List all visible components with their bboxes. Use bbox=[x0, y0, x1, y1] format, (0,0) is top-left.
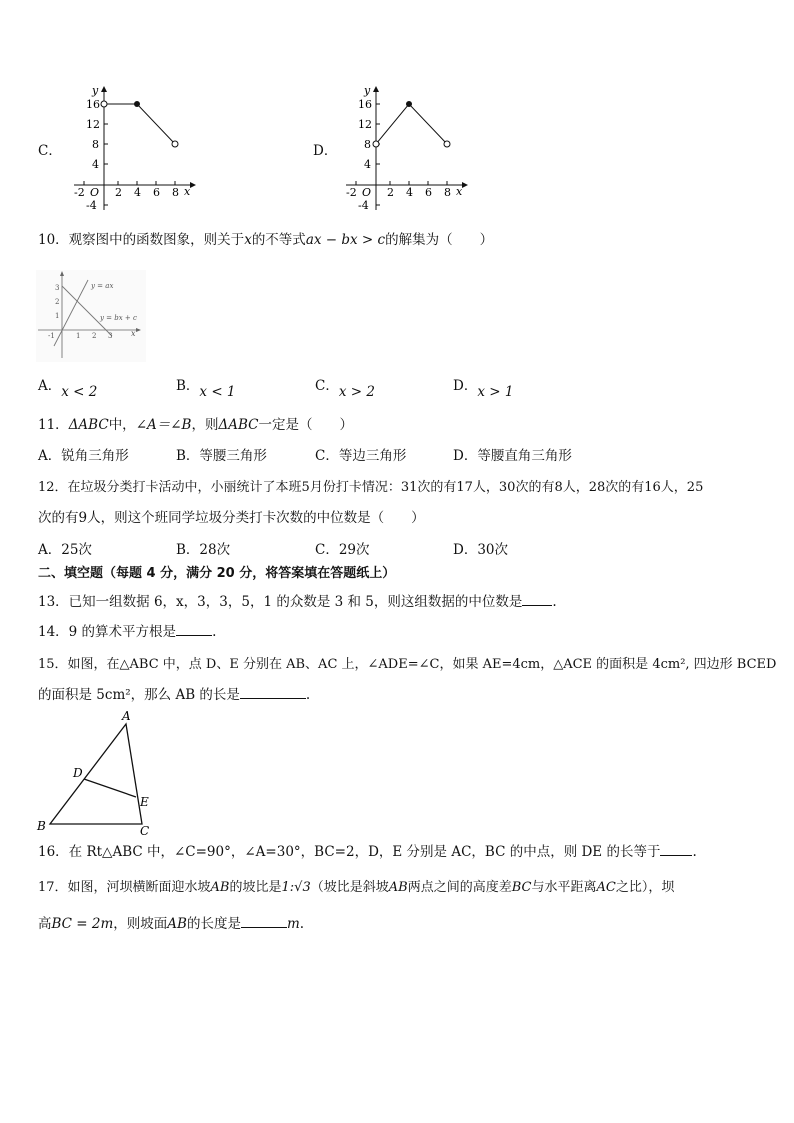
q10-option-d[interactable]: D．x > 1 bbox=[453, 378, 514, 400]
x-tick-4: 4 bbox=[134, 186, 141, 199]
x-axis-arrow bbox=[190, 182, 196, 188]
point-e: E bbox=[140, 795, 149, 809]
y-tick-8: 8 bbox=[92, 138, 99, 151]
q15-line-1: 15．如图，在△ABC 中，点 D、E 分别在 AB、AC 上，∠ADE=∠C，如果 AE=4cm，△ACE 的面积是 4cm², 四边形 BCED bbox=[38, 657, 777, 672]
x-axis-label: x bbox=[184, 185, 191, 198]
q14-answer-blank[interactable] bbox=[176, 623, 212, 636]
q9-option-d-graph bbox=[342, 82, 472, 214]
q16-answer-blank[interactable] bbox=[660, 843, 692, 856]
q11-option-a[interactable]: A．锐角三角形 bbox=[38, 448, 129, 464]
y-tick-16: 16 bbox=[86, 98, 100, 111]
x-tick-2: 2 bbox=[387, 186, 394, 199]
y-tick-4: 4 bbox=[364, 158, 371, 171]
q11-option-b[interactable]: B．等腰三角形 bbox=[176, 448, 267, 464]
x-tick-2: 2 bbox=[115, 186, 122, 199]
x-tick-8: 8 bbox=[444, 186, 451, 199]
y-tick-12: 12 bbox=[86, 118, 100, 131]
x-axis-label: x bbox=[131, 329, 136, 338]
q10-option-c[interactable]: C．x > 2 bbox=[315, 378, 375, 400]
q12-line-1: 12．在垃圾分类打卡活动中，小丽统计了本班5月份打卡情况：31次的有17人，30次的有8人，28次的有16人，25 bbox=[38, 480, 704, 495]
q17-line-2: 高BC = 2m，则坡面AB的长度是 m. bbox=[38, 916, 305, 932]
y-tick-neg4: -4 bbox=[86, 199, 97, 212]
q12-line-2: 次的有9人，则这个班同学垃圾分类打卡次数的中位数是（ ） bbox=[38, 510, 425, 526]
q12-option-a[interactable]: A．25次 bbox=[38, 542, 92, 558]
svg-text:3: 3 bbox=[108, 332, 113, 340]
point-d: D bbox=[73, 766, 83, 780]
x-tick-4: 4 bbox=[406, 186, 413, 199]
q15-line-2: 的面积是 5cm²，那么 AB 的长是 . bbox=[38, 687, 311, 703]
q14: 14．9 的算术平方根是 . bbox=[38, 624, 217, 640]
origin-label: O bbox=[362, 186, 372, 199]
open-point bbox=[444, 141, 450, 147]
origin-label: O bbox=[90, 186, 100, 199]
x-tick-6: 6 bbox=[153, 186, 160, 199]
open-point bbox=[101, 101, 107, 107]
q11-option-d[interactable]: D．等腰直角三角形 bbox=[453, 448, 572, 464]
open-point bbox=[172, 141, 178, 147]
y-tick-8: 8 bbox=[364, 138, 371, 151]
q13-answer-blank[interactable] bbox=[522, 593, 552, 606]
q10-graph bbox=[36, 270, 146, 362]
vertex-c: C bbox=[140, 824, 150, 836]
q17-answer-blank[interactable] bbox=[241, 915, 287, 928]
svg-text:1: 1 bbox=[55, 312, 60, 320]
q15-answer-blank[interactable] bbox=[240, 686, 306, 699]
q12-option-b[interactable]: B．28次 bbox=[176, 542, 231, 558]
x-tick-neg2: -2 bbox=[74, 186, 85, 199]
line2-label: y = bx + c bbox=[100, 314, 137, 322]
q9-option-d-label: D． bbox=[313, 143, 338, 159]
q11-option-c[interactable]: C．等边三角形 bbox=[315, 448, 407, 464]
svg-text:3: 3 bbox=[55, 284, 60, 292]
q12-option-c[interactable]: C．29次 bbox=[315, 542, 370, 558]
svg-text:-1: -1 bbox=[48, 332, 55, 340]
q17-line-1: 17．如图，河坝横断面迎水坡AB的坡比是1:√3（坡比是斜坡AB两点之间的高度差BC与水平距离AC之比），坝 bbox=[38, 880, 675, 895]
q10-stem: 10．观察图中的函数图象，则关于x的不等式ax − bx > c的解集为（ ） bbox=[38, 232, 494, 248]
y-tick-12: 12 bbox=[358, 118, 372, 131]
section-heading-fill-in: 二、填空题（每题 4 分，满分 20 分，将答案填在答题纸上） bbox=[38, 566, 396, 581]
closed-point bbox=[134, 101, 140, 107]
q15-triangle-figure bbox=[34, 708, 164, 836]
q13: 13．已知一组数据 6，x，3，3，5，1 的众数是 3 和 5，则这组数据的中位数是 . bbox=[38, 594, 557, 610]
y-axis-arrow bbox=[101, 86, 107, 92]
y-tick-neg4: -4 bbox=[358, 199, 369, 212]
x-axis-arrow bbox=[462, 182, 468, 188]
y-axis-arrow bbox=[373, 86, 379, 92]
x-tick-6: 6 bbox=[425, 186, 432, 199]
svg-text:2: 2 bbox=[55, 298, 60, 306]
q16: 16．在 Rt△ABC 中，∠C=90°，∠A=30°，BC=2，D，E 分别是 AC，BC 的中点，则 DE 的长等于 . bbox=[38, 844, 697, 860]
function-path bbox=[104, 104, 175, 144]
vertex-a: A bbox=[122, 709, 131, 723]
x-tick-neg2: -2 bbox=[346, 186, 357, 199]
triangle-abc bbox=[50, 724, 142, 824]
q9-option-c-label: C． bbox=[38, 143, 62, 159]
q10-option-b[interactable]: B．x < 1 bbox=[176, 378, 236, 400]
q10-option-a[interactable]: A．x < 2 bbox=[38, 378, 98, 400]
open-point bbox=[373, 141, 379, 147]
y-axis-label: y bbox=[364, 84, 371, 97]
q9-option-c-graph bbox=[70, 82, 200, 214]
segment-de bbox=[84, 779, 136, 797]
x-tick-8: 8 bbox=[172, 186, 179, 199]
x-axis-label: x bbox=[456, 185, 463, 198]
function-path bbox=[376, 104, 447, 144]
q11-stem: 11．ΔABC中，∠A＝∠B，则ΔABC一定是（ ） bbox=[38, 417, 353, 433]
y-tick-16: 16 bbox=[358, 98, 372, 111]
q12-option-d[interactable]: D．30次 bbox=[453, 542, 509, 558]
closed-point bbox=[406, 101, 412, 107]
vertex-b: B bbox=[37, 819, 46, 833]
svg-text:2: 2 bbox=[92, 332, 97, 340]
line1-label: y = ax bbox=[91, 282, 114, 290]
y-tick-4: 4 bbox=[92, 158, 99, 171]
svg-text:1: 1 bbox=[76, 332, 81, 340]
y-axis-label: y bbox=[92, 84, 99, 97]
